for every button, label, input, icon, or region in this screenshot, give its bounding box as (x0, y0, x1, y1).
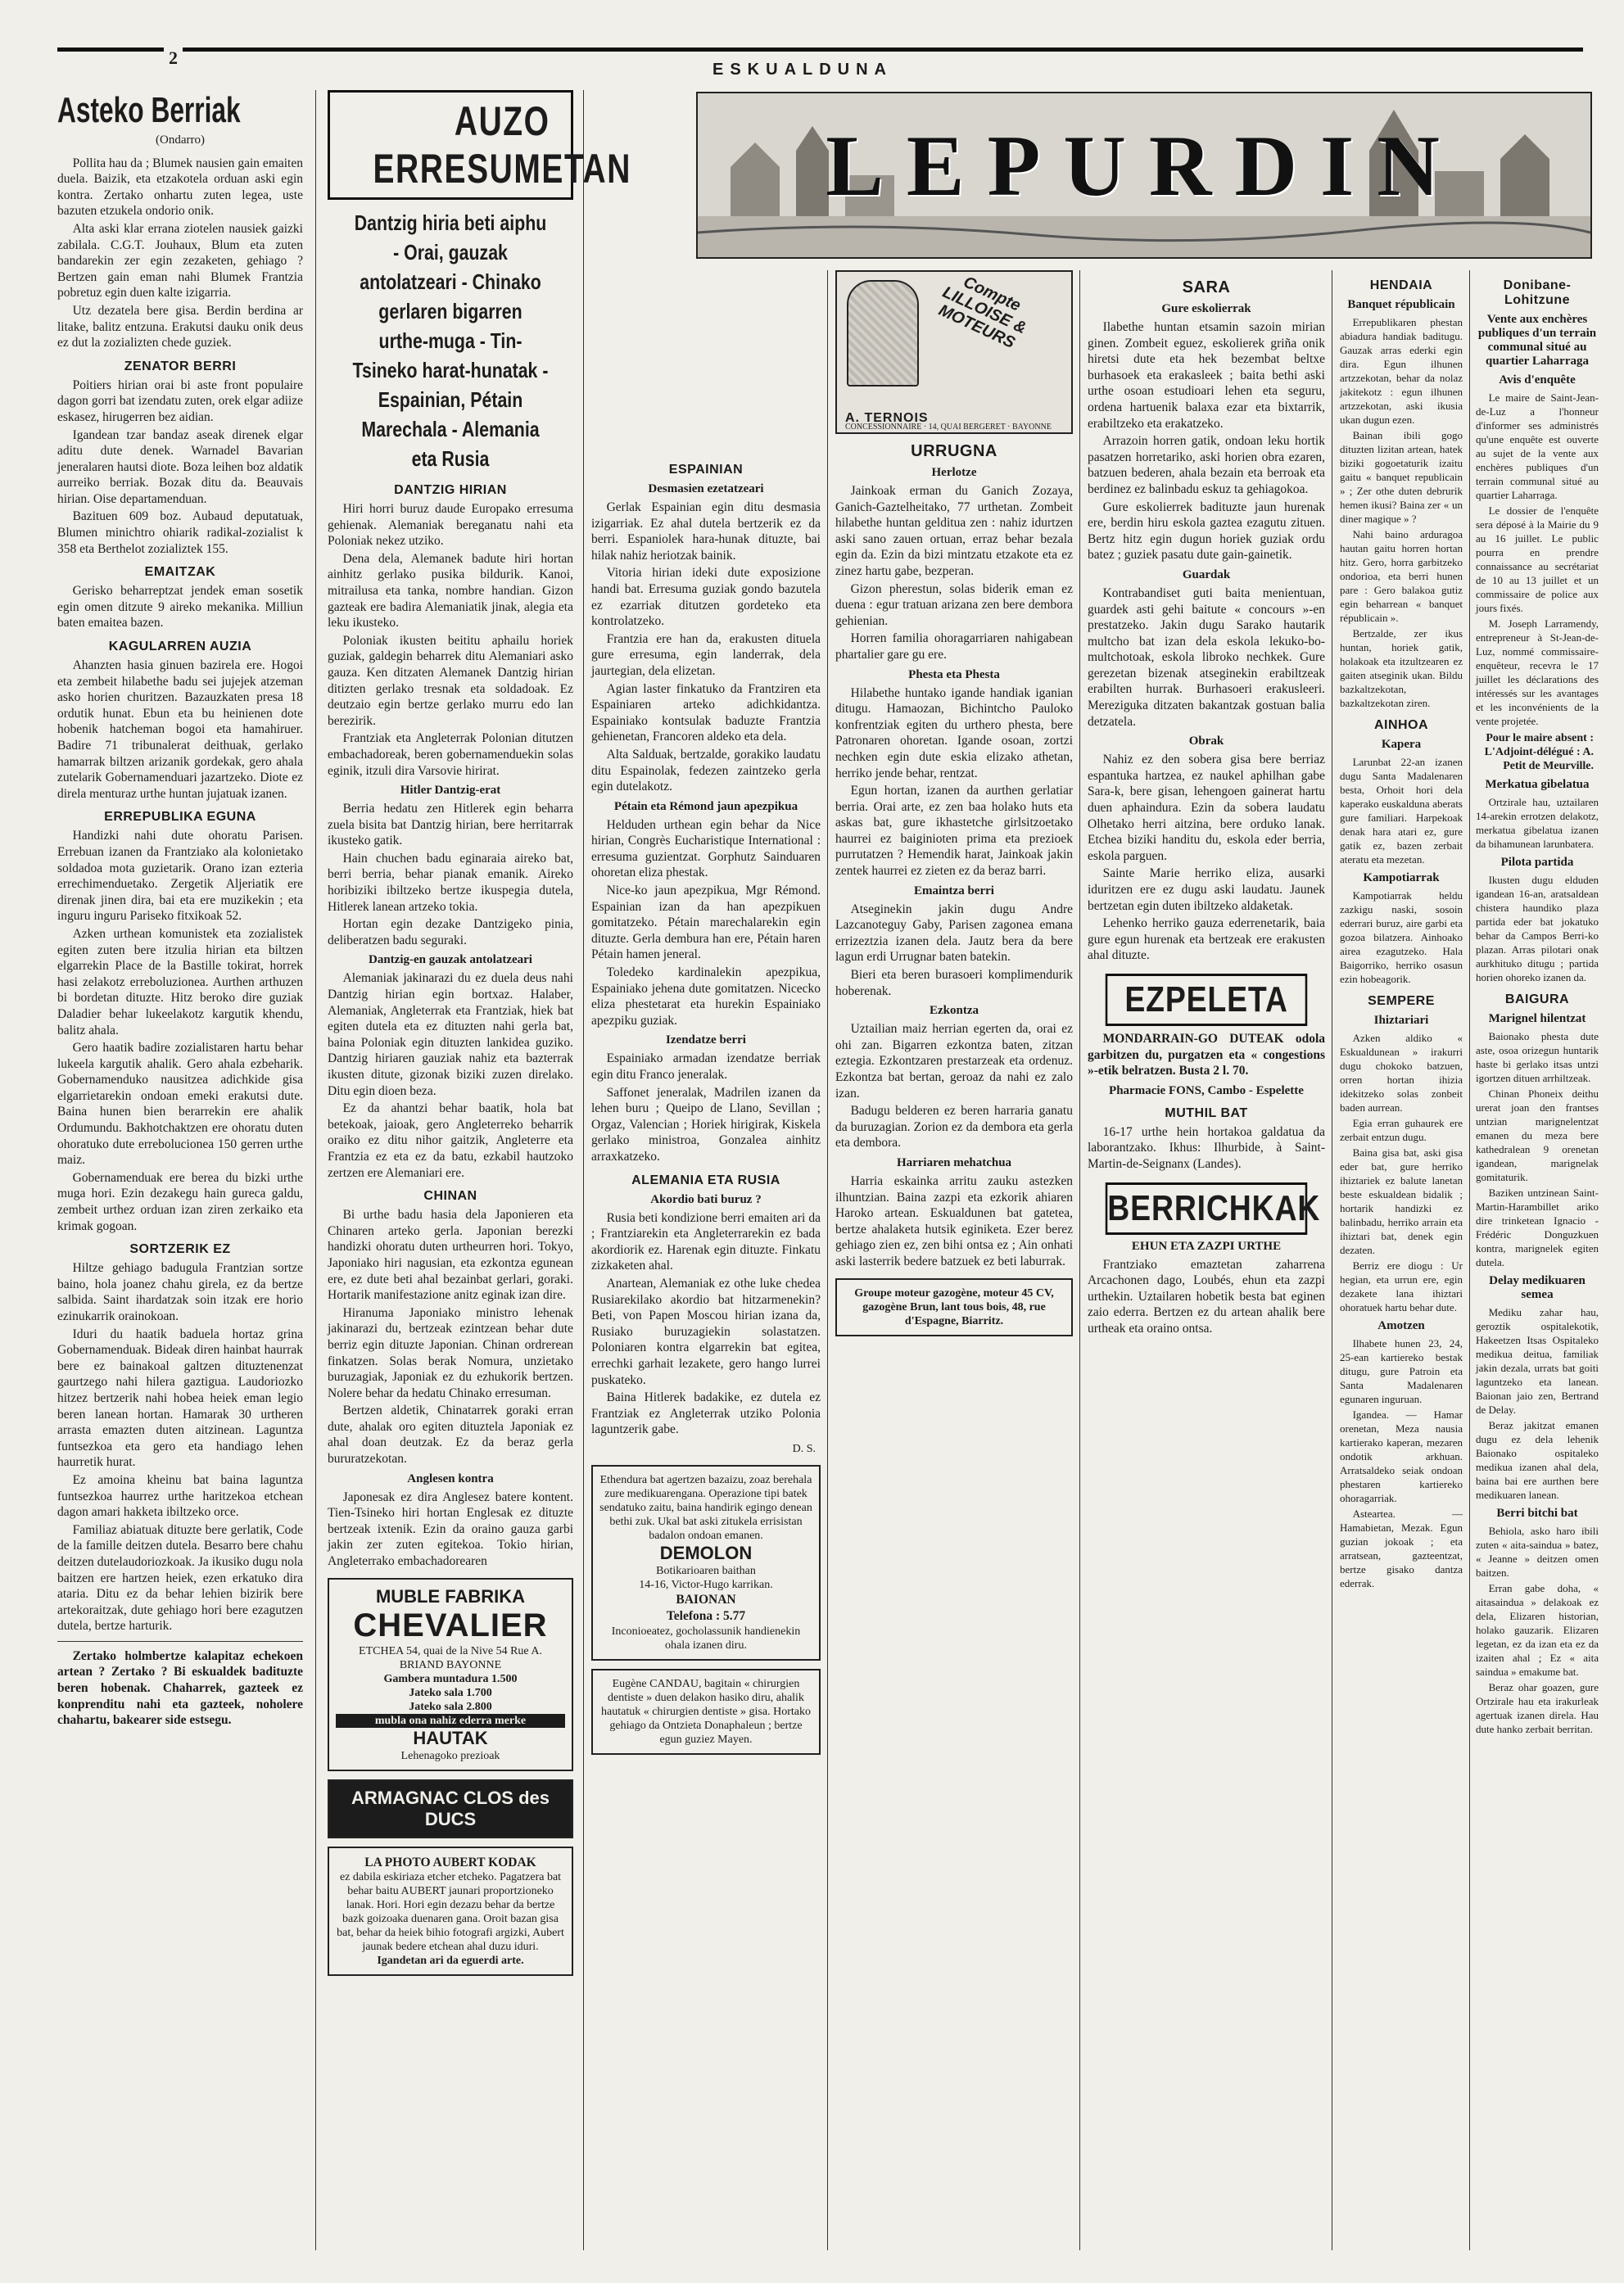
paragraph: Baina gisa bat, aski gisa eder bat, gure herriko ihiztariek ez balute lanetan beste eskualdean bidalik ; hortarik handizki ez balinbadu, herriko arrain eta ihiztari bat, denek egin dezaten. (1340, 1146, 1463, 1256)
column-3 (591, 454, 821, 2250)
paragraph: Gobernamenduak ere berea du bizki urthe muga hori. Ezin dezakegu hain gureca galdu, zembeit urthez orduan izan ziren zerkaiko eta krimak gogoan. (57, 1170, 303, 1233)
paragraph: Agian laster finkatuko da Frantziren eta Espainiaren arteko adichkidantza. Espainiako kontsulak baduzte Frantzia gehienetan, Francoren aldeko eta dela. (591, 681, 821, 744)
ad-city: BAIONAN (676, 1593, 736, 1607)
paragraph: Frantzia ere han da, erakusten dituela gure erresuma, egin landerrak, dela jaurtegian, dela elizetan. (591, 631, 821, 678)
section-subheading: Akordio bati buruz ? (650, 1192, 762, 1206)
advertisement-ternois (835, 270, 1073, 434)
paragraph: Baziken untzinean Saint-Martin-Harambillet ariko dire trinketean Ignacio - Frédéric Donguzkuen kontra, marignelek egiten dutela. (1476, 1187, 1599, 1268)
section-heading: Anglesen kontra (407, 1472, 494, 1485)
paragraph: Iduri du haatik baduela hortaz grina Gobernamenduak. Bideak diren hainbat haurrak bere ez bainakoal galtzen dituztenenzat gaurtzego nahi hilera gaztigua. Laudoriozko hitzez bertzerik nahi hobea heiek eman legio beren lanean hortan. Hamarak 30 urtheren arrasta emazten duten aitzinean. Laguntza funtsezkoa eta gero eta handiago lehen haurretik hurat. (57, 1327, 303, 1470)
paper-name: ESKUALDUNA (704, 61, 901, 79)
paragraph: Espainiako armadan izendatze berriak egin ditu Franco jeneralak. (591, 1051, 821, 1082)
paragraph: Nahi baino arduragoa hautan gaitu horren hortan hitz. Gero, horra garbitzeko ondorioa, eta berri hunen pare : Gero balakoa gutiz egin beharrean « banquet républicain ». (1340, 528, 1463, 624)
section-heading: Amotzen (1377, 1319, 1425, 1332)
section-heading: ERREPUBLIKA EGUNA (104, 810, 256, 825)
ad-line: mubla ona nahiz ederra merke (336, 1714, 565, 1728)
section-heading: Emaintza berri (914, 884, 994, 897)
section-heading: MUTHIL BAT (1165, 1105, 1248, 1120)
ad-note: Lehenagoko prezioak (400, 1749, 500, 1762)
paragraph: Igandean tzar bandaz aseak direnek elgar aditu dute denek. Warnadel Bavarian jeneralaren hautsi diote. Boza leihen boz aldatik aurreiko berriak. Bozak ditu da. Beauvais hirian. Oise departamenduan. (57, 427, 303, 506)
divider (57, 1641, 303, 1642)
section-heading: Obrak (1188, 735, 1224, 748)
notice: Zertako holmbertze kalapitaz echekoen artean ? Zertako ? Bi eskualdek badituzte beren hobenak. Chaharrek, gazteek ez konprenditu nahi eta gazteek, noholere chahartu, bakearer side estsegu. (57, 1648, 303, 1728)
paragraph: Alemaniak jakinarazi du ez duela deus nahi Dantzig hirian egin bortxaz. Halaber, Alemaniak, Angleterrak eta Frantziak, hiek bat egiten dutela eta ez dituzten nahi gerla bat, baina Poloniak egin dituzten lankidea guziko. Dantzig hiriaren gauziak nahiz eta bazterrak ikusten ditute, gizonak biziki zuzen direlako. Ditu egin dioen beza. (328, 971, 573, 1098)
column-rule (827, 270, 828, 2250)
paragraph: Uztailian maiz herrian egerten da, orai ez ohi zan. Bigarren ezkontza baten, zitzan eztegia. Ezkontzaren prestarzeak eta ordenuz. Ezkontza bat bertan, geroaz da nahi ez zalo izan. (835, 1022, 1073, 1101)
section-heading: BAIGURA (1504, 992, 1570, 1006)
paragraph: Berriz ere diogu : Ur hegian, eta urrun ere, egin dezakete lana ihiztari ohoratuek hartu behar dute. (1340, 1259, 1463, 1313)
section-subheading: Ihiztariari (1373, 1014, 1429, 1027)
column-4 (835, 270, 1073, 2250)
ad-note: Inconioeatez, gocholassunik handienekin ohala izanen diru. (611, 1625, 801, 1652)
column-rule (315, 90, 316, 2250)
section-heading: SORTZERIK EZ (129, 1242, 231, 1257)
section-heading: ESPAINIAN (668, 463, 744, 477)
section-heading: Merkatua gibelatua (1485, 778, 1590, 791)
ad-body: ez dabila eskiriaza etcher etcheko. Pagatzera bat behar baitu AUBERT jaunari proportzioneko lanak. Hori. Hori egin dezazu behar da bertze bazk goizoaka duenaren gana. Oroit bazan gisa bat, behar da heiek bihio fotografi argizki, Aubert jaunak bedere etchean ahal duzu iduri. (337, 1871, 564, 1954)
paragraph: Ez da ahantzi behar baatik, hola bat betekoak, jaioak, gero Angleterreko beharrik oraiko ez ditu nihor gaitzik, Angleterre eta Frantzia ez eta ez da batu, ezkabil hautzoko zertzen ere Alemaniari ere. (328, 1101, 573, 1180)
paragraph: Utz dezatela bere gisa. Berdin berdina ar litake, balitz entzuna. Erakutsi dauku onik deus ez dut la zozializten chede guziek. (57, 303, 303, 350)
paragraph: Ez amoina kheinu bat baina laguntza funtsezkoa haurrez urthe haritzekoa etchean dagon amari hakketa ibiltzeko orce. (57, 1472, 303, 1520)
paragraph: Horren familia ohoragarriaren nahigabean phartalier gare gu ere. (835, 631, 1073, 662)
ad-line: Jateko sala 1.700 (409, 1686, 492, 1699)
paragraph: Hortan egin dezake Dantzigeko pinia, deliberatzen badu seguraki. (328, 917, 573, 947)
section-banner: EZPELETA (1106, 974, 1308, 1026)
paragraph: Alta Salduak, bertzalde, gorakiko laudatu ditu Espainolak, fedezen zaintzeko gerla egin dutelakotz. (591, 747, 821, 794)
paragraph: Kontrabandiset guti baita menientuan, guardek asti gehi baitute « concours »-en prestatzeko. Jakin dugu Sarako hautarik multcho bat izan dela eskola lekuko-bo-multchotoak, eskola libroko nechkek. Gure gerezetan bizenak atseginekin erabiltzeak erabilten hurrak. Burhasoeri erakusleeri. Mereziguka ditzaten bakantzak gostuan balia detzatela. (1088, 585, 1325, 729)
paragraph: Pollita hau da ; Blumek nausien gain emaiten duela. Baizik, eta etzakotela orduan aski egin kontra. Zertako onhartu zuten legea, uste bazuten etzukela ondorio onik. (57, 156, 303, 219)
section-subheading: Marignel hilentzat (1488, 1012, 1586, 1025)
ad-brand: DEMOLON (659, 1543, 753, 1564)
paragraph: Alta aski klar errana ziotelen nausiek gaizki zabilala. C.G.T. Jouhaux, Blum eta zuten bandarekin zer egin zezaketen, gehiago ? Bertzen gain eman nahi Blumek Frantzia pobretuz egin duen kalte izigarria. (57, 221, 303, 301)
section-banner (328, 90, 631, 200)
paragraph: Poloniak ikusten beititu aphailu horiek guziak, galdegin beharrek ditu Alemaniari asko gauza. Ken ditzaten Alemanek Dantzig hirian ditizten gerlako tresnak eta soldadoak. Ez deutzaio egin bertze gerlako murru edo lan berezirik. (328, 633, 573, 728)
paragraph: Gerlak Espainian egin ditu desmasia izigarriak. Ez ahal dutela bertzerik ez da berri. Espaniolek hara-hunak dituzte, bai hilak nahiz heriotzak bainik. (591, 500, 821, 563)
section-subheading: Banquet républicain (1347, 298, 1455, 311)
headline: Asteko Berriak (57, 90, 241, 130)
section-banner: BERRICHKAK (1106, 1182, 1308, 1235)
section-heading: Donibane-Lohitzune (1503, 278, 1572, 307)
ad-brand: A. TERNOIS (845, 411, 929, 425)
paragraph: Chinan Phoneix deithu urerat joan den frantses untzian marignelentzat emanen du meza bere kathedralean 9 orenetan igandean, marignelak gomitaturik. (1476, 1087, 1599, 1183)
paragraph: Helduden urthean egin behar da Nice hirian, Congrès Eucharistique International : erresuma guzientzat. Gorphutz Sainduaren ohoretan eliza phestak. (591, 817, 821, 880)
ad-stamp: Compte LILLOISE & MOTEURS (935, 273, 1029, 353)
column-2 (328, 90, 631, 2250)
section-heading: CHINAN (423, 1189, 477, 1204)
paragraph: Hiltze gehiago badugula Frantzian sortze baino, hola joanez chahu girela, ez da bertze salbida. Saint ihardatzak soin itzak ere horio ezinukarrik orainokoan. (57, 1261, 303, 1323)
paragraph: Azken urthean komunistek eta zozialistek egiten zuten bere itzulia hirian eta biltzen elgarrekin Place de la Bastille tokirat, horrek hasi zelakotz erreboluzionea. Aurthen arthuzen bi bordetan dituzte. Hitz beroko dire guziak Daladier behar lukeelakotz kargutik khendu, balitz ahala. (57, 926, 303, 1038)
paragraph: Vitoria hirian ideki dute exposizione handi bat. Erresuma guziak gondo bazutela ez ezarriak ditutzen gordeteko eta kontrolatzeko. (591, 566, 821, 629)
column-1 (57, 90, 303, 2250)
paragraph: Jainkoak erman du Ganich Zozaya, Ganich-Gaztelheitako, 77 urthetan. Zombeit hilabethe huntan gelditua zen : nahiz idurtzen aski sano zauen ortuan, erraz behar bezala egin da. Ezin da bizi mintzatu etzakote eta ez zinez hartu gabe, bezperan. (835, 484, 1073, 578)
paragraph: Gerisko beharreptzat jendek eman sosetik egin omen ditzute 9 aireko mekanika. Milliun baten emaitea bazen. (57, 584, 303, 631)
section-heading: AINHOA (1373, 718, 1429, 732)
section-heading: Berri bitchi bat (1496, 1507, 1578, 1520)
paragraph: Frantziako emaztetan zaharrena Arcachonen dago, Loubés, ehun eta zazpi urthekin. Uztailaren hobetik besta bat eginen zaio ederra. Bertzen ez du artean ahalik bere urtheak eta oraino ontsa. (1088, 1257, 1325, 1336)
section-subheading: Herlotze (931, 466, 977, 479)
column-rule (1469, 270, 1470, 2250)
paragraph: Ikusten dugu elduden igandean 16-an, aratsaldean chistera haundiko plaza partida eder bat jokatuko behar da Campos Berri-ko plazan. Arras pilotari onak aurkhituko ditugu ; partida horien ohoreko izanen da. (1476, 874, 1599, 983)
paragraph: Behiola, asko haro ibili zuten « aita-saindua » batez, « Jeanne » deitzen omen baitzen. (1476, 1525, 1599, 1579)
paragraph: Errepublikaren phestan abiadura handiak baditugu. Gauzak arras ederki egin dira. Egun ilhunen artzzekotan, behar da nolaz jakitekotz : egun ilhunen artzzekotan, aski ikusia ukan dugun ezen. (1340, 316, 1463, 426)
paragraph: Gizon pherestun, solas biderik eman ez duena : egur tratuan arizana zen bere dembora gehienian. (835, 581, 1073, 628)
section-subheading: EHUN ETA ZAZPI URTHE (1131, 1239, 1282, 1253)
ad-line: HAUTAK (413, 1727, 488, 1748)
section-heading: Ezkontza (930, 1004, 979, 1018)
paragraph: Azken aldiko « Eskualdunean » irakurri dugu chokoko batzuen, orren hortan ihizia idekitzeko solas zonbeit baden aurrean. (1340, 1032, 1463, 1114)
paragraph: Nice-ko jaun apezpikua, Mgr Rémond. Espainian izan da han apezpikuen gomitatzeko. Pétain marechalarekin egin dituzte. Gerla dembura han ere, Pétain haren Pétain hamen jeneral. (591, 884, 821, 962)
section-heading: Kampotiarrak (1363, 871, 1440, 884)
paragraph: Saffonet jeneralak, Madrilen izanen da lehen buru ; Queipo de Llano, Sevillan ; Orgaz, Valencian ; Horiek hirigirak, Kiskela gerlako ministroa, Gonzalea ainhitz arraxkatzeko. (591, 1085, 821, 1164)
article-body (57, 156, 303, 351)
paragraph: Arrazoin horren gatik, ondoan leku hortik pasatzen horretariko, aski horien obra ezaren, batzuen bederen, ahala bezain eta berroak eta berdinez ez balinbadu eskuz ta gehiagokoa. (1088, 434, 1325, 496)
signature: D. S. (792, 1442, 816, 1455)
paragraph: Asteartea. — Hamabietan, Mezak. Egun guzian jokoak ; eta arratsean, gazteentzat, bertze gisako dantza ederrak. (1340, 1508, 1463, 1589)
paragraph: Ortzirale hau, uztailaren 14-arekin errotzen delakotz, merkatua gibelatua izanen da bihamunean larunbatera. (1476, 796, 1599, 850)
section-heading: Pilota partida (1500, 856, 1574, 869)
column-rule (1079, 270, 1080, 2250)
paragraph: Igandea. — Hamar orenetan, Meza nausia kartierako kaperan, mezaren ondotik arkhuan. Arratsaldeko seiak ondoan phestaren kartiereko ohoragarriak. (1340, 1408, 1463, 1504)
section-heading: ALEMANIA ETA RUSIA (631, 1173, 780, 1187)
paragraph: Bi urthe badu hasia dela Japonieren eta Chinaren arteko gerla. Japonian berezki handizki ohoratu duten urtheurren hori. Tokyo, Japoniako hiri nagusian, eta ezkontza egunean ere, ez dute beti ahal bezainbat gerlari, goraki. Hortarik manifestazione anitz eginak izan dire. (328, 1208, 573, 1303)
column-7 (1476, 270, 1599, 2250)
paragraph: Sainte Marie herriko eliza, ausarki iduritzen ere ez dugu aski laudatu. Jaunek bertzetan egin duten ibiltzeko aldaketak. (1088, 866, 1325, 913)
paragraph: Atseginekin jakin dugu Andre Lazcanoteguy Gaby, Parisen zagonea emana errizeztzia izanen dela. Jautz bera da bere lagun erdi Urrugnar baten batekin. (835, 902, 1073, 965)
paragraph: Gero haatik badire zozialistaren hartu behar lukeela kargutik ahalik. Gero ahala ezbeharik. Gobernamenduko nausitzea adichkide gisa elgarrietarekin ondoan emeki erakutsi dute. Baina hunen bien berarrekin ere ahalik Ordumundu. Bakhotchaktzen ere ohoratu duten ohoratuko dute errebolucionea 150 gerren urthe maiz. (57, 1041, 303, 1168)
paragraph: Bertzalde, zer ikus huntan, horiek gatik, holakoak eta itzultzearen ez gaiten atseginik ukan. Bildu bazkaltzekotan, bazkaltzekotan ziren. (1340, 627, 1463, 709)
paragraph: M. Joseph Larramendy, entrepreneur à St-Jean-de-Luz, nommé commissaire-enquêteur, recevra le 17 juillet les déclarations des intéressés sur les avantages et les inconvénients de la vente projetée. (1476, 617, 1599, 727)
section-heading: ZENATOR BERRI (124, 359, 237, 373)
paragraph: Japonesak ez dira Anglesez batere kontent. Tien-Tsineko hiri hortan Englesak ez dituzte bertzeak ixtenik. Ezin da oraino gauza garbi jakin zer zuten egitekoa. Tokio hirian, Angleterrako embachadorearen (328, 1490, 573, 1569)
paragraph: Harria eskainka arritu zauku astezken ilhuntzian. Baina zazpi eta ezkorik ahiaren Haroko artean. Eskualdunen bat gatetea, bertze ahalaketa hutsik eginiketa. Ezer berez gehiago zien ez, zen bihi ontsa ez ; Ain onhati aski lasterrik bedere batzuek ez beti laburrak. (835, 1173, 1073, 1268)
page-number: 2 (164, 47, 183, 69)
section-heading: SARA (1182, 278, 1231, 296)
section-heading: Izendatze berri (666, 1033, 746, 1047)
paragraph: Beraz jakitzat emanen dugu ez dela lehenik Baionako ospitaleko medikua izanen ahal dela, baina bai ere aurthen bere medikuaren lanean. (1476, 1419, 1599, 1501)
ad-title: MUBLE FABRIKA (375, 1585, 526, 1607)
ad-address: 14-16, Victor-Hugo karrikan. (639, 1579, 773, 1592)
advertisement-armagnac: ARMAGNAC CLOS des DUCS (328, 1779, 573, 1838)
section-subheading: Vente aux enchères publiques d'un terrain communal situé au quartier Laharraga (1477, 313, 1597, 368)
paragraph: Handizki nahi dute ohoratu Parisen. Errebuan izanen da Frantziako ala kolonietako soldadoa mota guzietarik. Orano izan ezteria errechimenduetako. Zergetik Aljeriatik ere direnak jinen dira, bai eta ere muzikekin ; eta inguru inguru Pariseko fitxikoak 52. (57, 829, 303, 924)
section-subheading: Gure eskolierrak (1161, 302, 1251, 315)
ad-body: Ethendura bat agertzen bazaizu, zoaz berehala zure medikuarengana. Operazione tipi batek sendatuko zaitu, baina handirik egingo denean bethi zuk. Ukal bat aski zitukela errisistan badalon ondoan emanen. (599, 1474, 812, 1543)
paragraph: Poitiers hirian orai bi aste front populaire dagon gorri bat izendatu zuten, orek elgar adiize eskasez, hirugerren bez aidian. (57, 377, 303, 424)
banner-title: AUZO ERRESUMETAN (373, 98, 631, 192)
advertisement-demolon (591, 1465, 821, 1660)
paragraph: Ilhabete hunen 23, 24, 25-ean kartiereko bestak ditugu, gure Patroin eta Santa Madalenaren egunaren inguruan. (1340, 1337, 1463, 1405)
section-heading: Delay medikuaren semea (1489, 1274, 1586, 1301)
ad-line: Botikarioaren baithan (656, 1565, 756, 1578)
section-heading: Avis d'enquête (1499, 373, 1576, 387)
paragraph: Le maire de Saint-Jean-de-Luz a l'honneur d'informer ses administrés qu'une enquête est ouverte au sujet de la vente aux enchères publiques d'un terrain communal situé au quartier Laharraga. (1476, 391, 1599, 501)
paragraph: Hain chuchen badu eginaraia aireko bat, berri berria, behar pianak emanik. Aireko horibiziki ibiltzeko bertze ikuspegia dutela, Hitlerek lanean artzeko tokia. (328, 851, 573, 914)
section-heading: Guardak (1182, 567, 1231, 581)
section-heading: HENDAIA (1369, 278, 1433, 292)
column-rule (583, 90, 584, 2250)
ad-line: Gambera muntadura 1.500 (383, 1672, 518, 1685)
ad-phone: Telefona : 5.77 (666, 1609, 746, 1624)
paragraph: Bieri eta beren burasoeri komplimendurik hoberenak. (835, 968, 1073, 998)
paragraph: Toledeko kardinalekin apezpikua, Espainiako jehena dute gomitatzen. Nicecko eliza phestetarat eta hurekin Espainiako apezpiku guziak. (591, 965, 821, 1028)
section-heading: Phesta eta Phesta (908, 667, 1000, 681)
paragraph: Familiaz abiatuak dituzte bere gerlatik, Code de la famille deitzen dutela. Besarro bere chahu deitzen dutelaudoriozkoak. Ja ikusiko dugu nola baitzen ere hartzen heiek, ezen erkatuko dira ataria. Ditu ez da behar lehien bizirik bere artekoraitzak, dute gehiago hori bere ezagutzen dutela, bertze harturik. (57, 1522, 303, 1634)
paragraph: Berria hedatu zen Hitlerek egin beharra zuela bisita bat Dantzig hirian, bere herritarrak ikusteko gatik. (328, 802, 573, 848)
section-subheading: Desmasien ezetatzeari (648, 482, 764, 495)
lepurdi-banner (696, 92, 1592, 259)
section-heading: Dantzig-en gauzak antolatzeari (369, 953, 532, 967)
section-heading: URRUGNA (911, 442, 997, 460)
paragraph: Baionako phesta dute aste, osoa orizegun huntarik haste bi gerlako itsas untzi igortzen dituen arrhiltzeak. (1476, 1030, 1599, 1084)
paragraph: Le dossier de l'enquête sera déposé à la Mairie du 9 au 16 juillet. Le public pourra en prendre connaissance au secrétariat de 10 au 13 juillet et un commissaire de police aux jours fixés. (1476, 504, 1599, 614)
paragraph: Lehenko herriko gauza ederrenetarik, baia gure egun hurenak eta bertzeak ere erakusten ahal dituzte. (1088, 916, 1325, 963)
paragraph: Nahiz ez den sobera gisa bere berriaz espantuka hartzea, ez naukel aphilhan gabe Sara-k, bere gisan, lehengoen gainerat hartu duen aphaindura. Ezin da sobera laudatu Olhetako herri aitzina, bere orduko lanak. Etchea biziki handitu du, eskola eder berria, eskola parguen. (1088, 753, 1325, 863)
ad-address: ETCHEA 54, quai de la Nive 54 Rue A. BRIAND BAYONNE (359, 1644, 542, 1671)
paragraph: Hiri horri buruz daude Europako erresuma gehienak. Alemaniak bereganatu nahi eta Poloniak nekez utziko. (328, 502, 573, 549)
paragraph: Bertzen aldetik, Chinatarrek goraki erran dute, ahalak oro egiten dituztela Japoniak ez ahal doan deutzak. Ez da beraz gerla bururatzekotan. (328, 1404, 573, 1467)
ad-body: MONDARRAIN-GO DUTEAK odola garbitzen du, purgatzen eta « congestions »-etik belratzen. Busta 2 l. 70. (1088, 1031, 1325, 1078)
paragraph: Mediku zahar hau, geroztik ospitalekotik, Hakeetzen Itsas Ospitaleko medikua deitua, familiak jakin dezala, urrats bat goiti laguntzeko eta lanean. Baionan jaio zen, Bertrand de Delay. (1476, 1306, 1599, 1416)
paragraph: Egun hortan, izanen da aurthen gerlatiar berria. Orai arte, ez zen baa holako huts eta askas bat, gure ikhastetche girlsitzoetako haurrei ez baiginioten prima eta prezioek purrutatzen ? Hemendik harat, Jainkoak jakin zentek haurrei ez zieten ez da beraz barri. (835, 784, 1073, 879)
advertisement-photo (328, 1847, 573, 1977)
paragraph: Bazituen 609 boz. Aubaud deputatuak, Blumen minichtro ohiarik radikal-zozialist k 358 eta Berthelot zozializtek 155. (57, 509, 303, 556)
section-heading: EMAITZAK (144, 565, 216, 580)
section-heading: KAGULARREN AUZIA (108, 640, 252, 654)
signature: Pour le maire absent : L'Adjoint-délégué : A. Petit de Meurville. (1484, 732, 1594, 772)
column-6 (1340, 270, 1463, 2250)
section-heading: SEMPERE (1368, 994, 1435, 1008)
lepurdi-title: LEPURDIN (826, 118, 1463, 214)
section-heading: Pétain eta Rémond jaun apezpikua (613, 799, 798, 813)
advertisement-chevalier (328, 1578, 573, 1771)
section-heading: Hitler Dantzig-erat (400, 784, 501, 798)
section-subheading: Kapera (1381, 738, 1422, 751)
paragraph: Bainan ibili gogo dituzten lizitan artean, hatek biziki gogoetaturik izaitu gaitu « banquet republicain » ; Zer othe duten debrurik hemen ikusi? Baina zer « un diner magique » ? (1340, 429, 1463, 525)
ad-line: Jateko sala 2.800 (409, 1700, 492, 1713)
ad-address: CONCESSIONNAIRE · 14, QUAI BERGERET · BAYONNE (845, 423, 1052, 432)
paragraph: Frantziak eta Angleterrak Polonian ditutzen embachadoreak, beren gobernamenduekin solas eginik, itzuli dira Varsovie hirirat. (328, 731, 573, 778)
paragraph: Ilabethe huntan etsamin sazoin mirian ginen. Zombeit eguez, eskolierek griña onik hiretsi dute eta hek bezembat beltxe burhasoek eta erakasleek ; baita bethi aski urthe osoan estudioari lehen eta seguru, ordena hartuenik balaxa ezar eta bixtarrik, erabiltzeko eta erakatzeko. (1088, 320, 1325, 431)
paragraph: Hilabethe huntako igande handiak iganian ditugu. Hamaozan, Bichintcho Pauloko konfrentziak egiten du urthero phesta, bere Patronaren ohoretan. Igande osoan, zortzi nechken egin dute eskia elizako athetan, herriko jende behar, rentzat. (835, 685, 1073, 780)
paragraph: Baina Hitlerek badakike, ez dutela ez Frantziak ez Angleterrak utziko Polonia laguntzerik gabe. (591, 1390, 821, 1437)
ad-brand: CHEVALIER (353, 1607, 548, 1643)
paragraph: Badugu belderen ez beren harraria ganatu da buruzagian. Zorion ez da dembora eta gerla eta dembora. (835, 1104, 1073, 1151)
section-heading: DANTZIG HIRIAN (394, 483, 507, 497)
paragraph: Rusia beti kondizione berri emaiten ari da ; Frantziarekin eta Angleterrarekin ez bada akordiorik ez. Harenak egin dituzte. Finkatu zizkaketen ahal. (591, 1210, 821, 1273)
paragraph: Kampotiarrak heldu zazkigu naski, sosoin ederrari buruz, aire garbi eta gozoa bilatzera. Ainhoako airea ezagutzeko. Hala Baigorriko, herriko osasun ezin hobeagorik. (1340, 889, 1463, 985)
section-heading: Harriaren mehatchua (896, 1155, 1012, 1169)
byline: (Ondarro) (156, 133, 205, 147)
paragraph: Egia erran guhaurek ere zerbait entzun dugu. (1340, 1117, 1463, 1143)
paragraph: Gure eskolierrek badituzte jaun hurenak ere, berdin hiru eskola gaztea ezagutu zituen. Bertz hitz egin dugun horiek guziak ordu batez ; guziek pasatu dute gain-gainetik. (1088, 500, 1325, 563)
ad-note: Igandetan ari da eguerdi arte. (377, 1955, 524, 1968)
paragraph: Anartean, Alemaniak ez othe luke chedea Rusiarekilako akordio bat hitzarmenekin? Beti, von Papen Moscou hirian izana da, Rusiako buruzagiekin solastatzen. Poloniaren kontra elgarrekin bat egitea, errechki garhait lezakete, gero hango lurrei puskateko. (591, 1276, 821, 1387)
paragraph: 16-17 urthe hein hortakoa galdatua da laborantzako. Ikhus: Ilhurbide, à Saint-Martin-de-Seignanx (Landes). (1088, 1124, 1325, 1171)
paragraph: Dena dela, Alemanek badute hiri hortan ainhitz gerlako pusika bildurik. Kanoi, mitrailusa eta tanka, nombre handian. Gizon gazteak ere badira Alemaniatik jinak, alegia eta leku ikusteko. (328, 551, 573, 631)
paragraph: Larunbat 22-an izanen dugu Santa Madalenaren besta, Orhoit hori dela kaperako euskalduna aberats gure familiari. Harpekoak denak hara atari ez, gure gatik ez, bazen zerbait ateratu eta mezetan. (1340, 756, 1463, 866)
paragraph: Ahanzten hasia ginuen bazirela ere. Hogoi eta zembeit hilabethe badu sei jujejek atzeman asko horien churitzen. Bazauzkaten presa 18 ordutik hunat. Ebun eta bu heinienen dote hobenik hatcheman bogoi eta hamahiruer. Badire 71 tribunalerat deithuak, gerlako hamarrak biltzen arizanik gordekak, gero ahala zutelarik Gobernamenduari jazartzeko. Diote ez direla menturaz urthe huntan jujatuak izanen. (57, 658, 303, 801)
ad-title: LA PHOTO AUBERT KODAK (364, 1855, 536, 1869)
engine-logo-icon (847, 280, 919, 387)
column-5 (1088, 270, 1325, 2250)
paragraph: Beraz ohar goazen, gure Ortzirale hau eta irakurleak agertuak izanen direla. Hau dute hanko zerbait berritan. (1476, 1681, 1599, 1735)
deck-headline: Dantzig hiria beti aiphu - Orai, gauzak antolatzeari - Chinako gerlaren bigarren urthe-muga - Tin-Tsineko harat-hunatak - Espainian, Pétain Marechala - Alemania eta Rusia (352, 210, 549, 471)
advertisement-gazogene: Groupe moteur gazogène, moteur 45 CV, gazogène Brun, lant tous bois, 48, rue d'Espagne, Biarritz. (835, 1278, 1073, 1336)
advertisement-candau: Eugène CANDAU, bagitain « chirurgien dentiste » duen delakon hasiko diru, ahalik hautatuk « chirurgien dentiste » gisa. Hortako gehiago da Ontzieta Donaphaleun ; bertze egun guziez Mayen. (591, 1669, 821, 1755)
paragraph: Hiranuma Japoniako ministro lehenak jakinarazi du, bertzeak ezintzean behar dute berriz egin dituzte Japonian. Chinan ordrerean finkatzen. Solas berak Nomura, unzietako buruzagiak, Japoniak ez du ezhukorik bertzen. Nolere behar da hedatu Chinako erresuman. (328, 1305, 573, 1400)
paragraph: Erran gabe doha, « aitasaindua » delakoak ez dela, Elizaren historian, holako gauzarik. Elizaren legetan, ez da izan eta ez da izaiten ahal ; Ez « aita saindua » emakume bat. (1476, 1582, 1599, 1678)
ad-note: Pharmacie FONS, Cambo - Espelette (1109, 1083, 1304, 1097)
